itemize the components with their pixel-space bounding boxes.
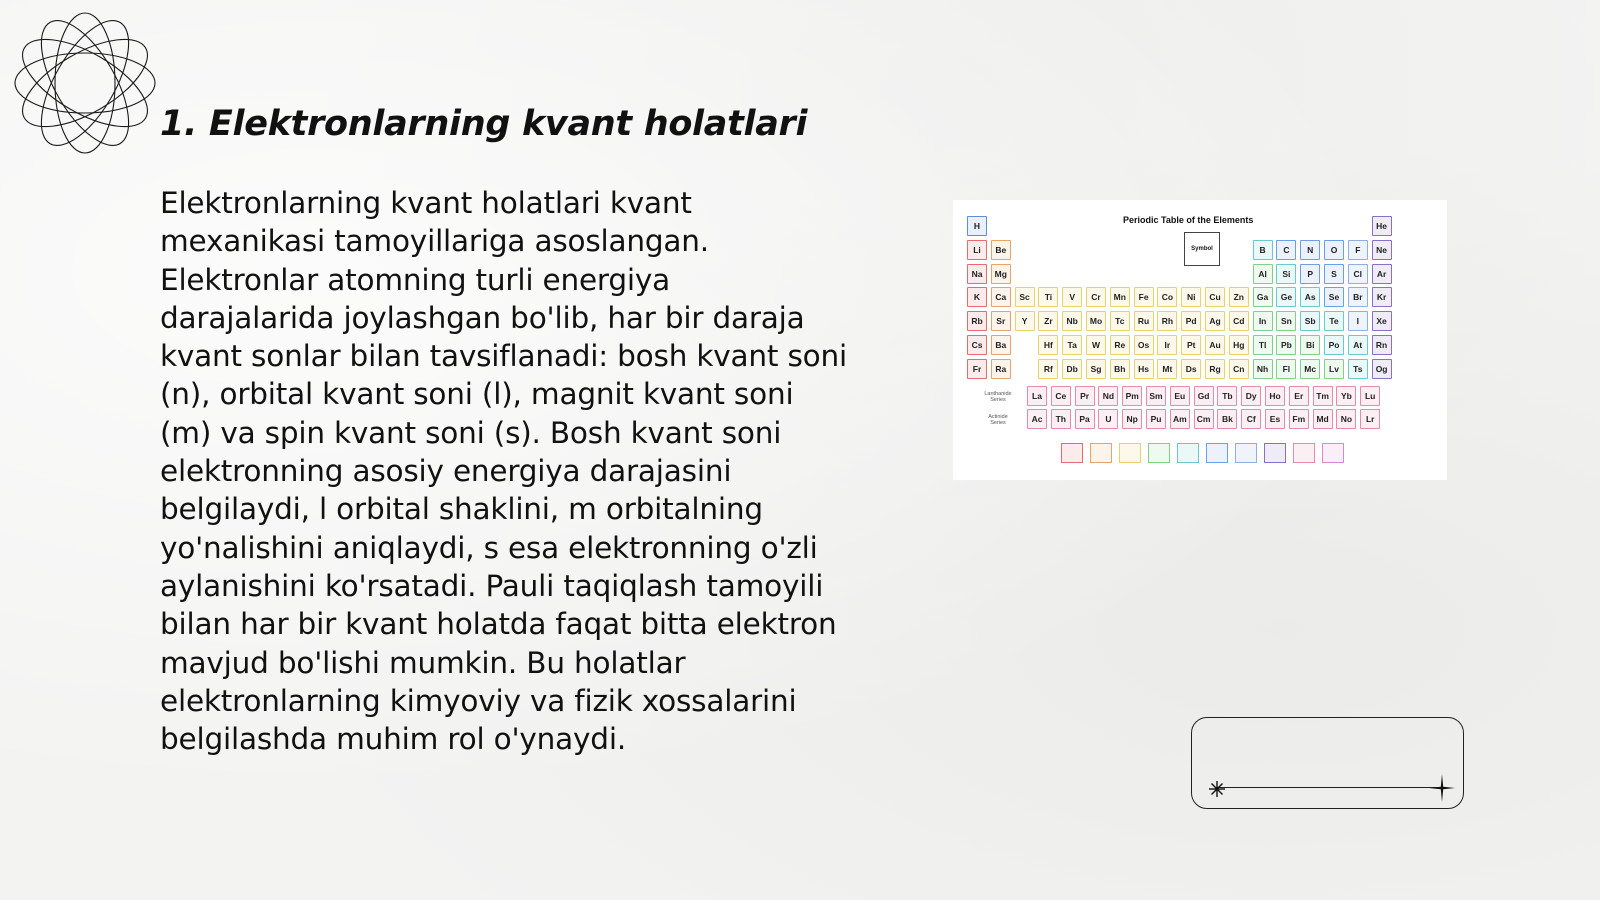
- element-hs: Hs: [1134, 359, 1154, 379]
- element-sc: Sc: [1015, 287, 1035, 307]
- element-ru: Ru: [1134, 311, 1154, 331]
- element-mg: Mg: [991, 264, 1011, 284]
- element-tc: Tc: [1110, 311, 1130, 331]
- element-sg: Sg: [1086, 359, 1106, 379]
- element-cr: Cr: [1086, 287, 1106, 307]
- element-s: S: [1324, 264, 1344, 284]
- element-cu: Cu: [1205, 287, 1225, 307]
- element-pt: Pt: [1181, 335, 1201, 355]
- element-hg: Hg: [1229, 335, 1249, 355]
- lanthanide-series-label: Lanthanide Series: [984, 391, 1012, 403]
- element-pm: Pm: [1122, 386, 1142, 406]
- legend-swatch: [1119, 443, 1141, 463]
- element-bh: Bh: [1110, 359, 1130, 379]
- element-os: Os: [1134, 335, 1154, 355]
- element-as: As: [1300, 287, 1320, 307]
- element-li: Li: [967, 240, 987, 260]
- element-gd: Gd: [1194, 386, 1214, 406]
- element-al: Al: [1253, 264, 1273, 284]
- element-ds: Ds: [1181, 359, 1201, 379]
- element-fl: Fl: [1276, 359, 1296, 379]
- periodic-table-key: Symbol: [1184, 232, 1220, 266]
- element-lv: Lv: [1324, 359, 1344, 379]
- actinide-series-label: Actinide Series: [988, 414, 1008, 426]
- element-br: Br: [1348, 287, 1368, 307]
- element-rn: Rn: [1372, 335, 1392, 355]
- periodic-table-title: Periodic Table of the Elements: [1123, 215, 1254, 225]
- element-ti: Ti: [1038, 287, 1058, 307]
- element-ir: Ir: [1157, 335, 1177, 355]
- element-at: At: [1348, 335, 1368, 355]
- element-tm: Tm: [1313, 386, 1333, 406]
- element-ne: Ne: [1372, 240, 1392, 260]
- element-nd: Nd: [1098, 386, 1118, 406]
- orbital-ornament-icon: [10, 8, 160, 158]
- element-cl: Cl: [1348, 264, 1368, 284]
- element-yb: Yb: [1336, 386, 1356, 406]
- element-tl: Tl: [1253, 335, 1273, 355]
- element-c: C: [1276, 240, 1296, 260]
- element-co: Co: [1157, 287, 1177, 307]
- element-og: Og: [1372, 359, 1392, 379]
- element-b: B: [1253, 240, 1273, 260]
- element-fm: Fm: [1289, 409, 1309, 429]
- element-th: Th: [1051, 409, 1071, 429]
- element-am: Am: [1170, 409, 1190, 429]
- element-te: Te: [1324, 311, 1344, 331]
- decorative-line: [1216, 787, 1438, 788]
- element-au: Au: [1205, 335, 1225, 355]
- element-np: Np: [1122, 409, 1142, 429]
- element-cn: Cn: [1229, 359, 1249, 379]
- element-k: K: [967, 287, 987, 307]
- element-ge: Ge: [1276, 287, 1296, 307]
- element-sn: Sn: [1276, 311, 1296, 331]
- element-n: N: [1300, 240, 1320, 260]
- element-o: O: [1324, 240, 1344, 260]
- legend-swatch: [1235, 443, 1257, 463]
- element-bi: Bi: [1300, 335, 1320, 355]
- element-mn: Mn: [1110, 287, 1130, 307]
- legend-swatch: [1322, 443, 1344, 463]
- element-rg: Rg: [1205, 359, 1225, 379]
- element-ca: Ca: [991, 287, 1011, 307]
- element-rb: Rb: [967, 311, 987, 331]
- element-ts: Ts: [1348, 359, 1368, 379]
- element-zr: Zr: [1038, 311, 1058, 331]
- element-in: In: [1253, 311, 1273, 331]
- element-rf: Rf: [1038, 359, 1058, 379]
- element-pd: Pd: [1181, 311, 1201, 331]
- legend-swatch: [1177, 443, 1199, 463]
- element-la: La: [1027, 386, 1047, 406]
- element-ra: Ra: [991, 359, 1011, 379]
- element-md: Md: [1313, 409, 1333, 429]
- element-mc: Mc: [1300, 359, 1320, 379]
- element-pr: Pr: [1075, 386, 1095, 406]
- element-rh: Rh: [1157, 311, 1177, 331]
- element-pa: Pa: [1075, 409, 1095, 429]
- element-fr: Fr: [967, 359, 987, 379]
- element-i: I: [1348, 311, 1368, 331]
- element-ni: Ni: [1181, 287, 1201, 307]
- element-u: U: [1098, 409, 1118, 429]
- element-he: He: [1372, 216, 1392, 236]
- element-mt: Mt: [1157, 359, 1177, 379]
- element-bk: Bk: [1217, 409, 1237, 429]
- element-nb: Nb: [1062, 311, 1082, 331]
- element-p: P: [1300, 264, 1320, 284]
- element-ac: Ac: [1027, 409, 1047, 429]
- slide-title: 1. Elektronlarning kvant holatlari: [160, 104, 808, 144]
- element-cm: Cm: [1194, 409, 1214, 429]
- element-dy: Dy: [1241, 386, 1261, 406]
- element-cd: Cd: [1229, 311, 1249, 331]
- legend-swatch: [1061, 443, 1083, 463]
- legend-swatch: [1264, 443, 1286, 463]
- legend-swatch: [1206, 443, 1228, 463]
- element-be: Be: [991, 240, 1011, 260]
- element-ce: Ce: [1051, 386, 1071, 406]
- element-po: Po: [1324, 335, 1344, 355]
- element-h: H: [967, 216, 987, 236]
- element-nh: Nh: [1253, 359, 1273, 379]
- element-si: Si: [1276, 264, 1296, 284]
- element-w: W: [1086, 335, 1106, 355]
- sparkle-icon: [1208, 780, 1226, 798]
- decorative-frame: [1191, 717, 1464, 809]
- element-f: F: [1348, 240, 1368, 260]
- element-ba: Ba: [991, 335, 1011, 355]
- periodic-table-image: [953, 200, 1447, 480]
- legend-swatch: [1090, 443, 1112, 463]
- element-re: Re: [1110, 335, 1130, 355]
- element-se: Se: [1324, 287, 1344, 307]
- element-na: Na: [967, 264, 987, 284]
- legend-swatch: [1148, 443, 1170, 463]
- element-no: No: [1336, 409, 1356, 429]
- legend-swatch: [1293, 443, 1315, 463]
- element-es: Es: [1265, 409, 1285, 429]
- element-ta: Ta: [1062, 335, 1082, 355]
- element-mo: Mo: [1086, 311, 1106, 331]
- element-cs: Cs: [967, 335, 987, 355]
- star-cross-icon: [1429, 774, 1455, 802]
- element-lr: Lr: [1360, 409, 1380, 429]
- element-pu: Pu: [1146, 409, 1166, 429]
- slide-body-text: Elektronlarning kvant holatlari kvant mexanikasi tamoyillariga asoslangan. Elektronlar atomning turli energiya darajalarida joylashgan bo'lib, har bir daraja kvant sonlar bilan tavsiflanadi: bosh kvant soni (n), orbital kvant soni (l), magnit kvant soni (m) va spin kvant soni (s). Bosh kvant soni elektronning asosiy energiya darajasini belgilaydi, l orbital shaklini, m orbitalning yo'nalishini aniqlaydi, s esa elektronning o'zli aylanishini ko'rsatadi. Pauli taqiqlash tamoyili bilan har bir kvant holatda faqat bitta elektron mavjud bo'lishi mumkin. Bu holatlar elektronlarning kimyoviy va fizik xossalarini belgilashda muhim rol o'ynaydi.: [160, 186, 847, 757]
- element-zn: Zn: [1229, 287, 1249, 307]
- element-lu: Lu: [1360, 386, 1380, 406]
- element-tb: Tb: [1217, 386, 1237, 406]
- element-sb: Sb: [1300, 311, 1320, 331]
- element-cf: Cf: [1241, 409, 1261, 429]
- element-xe: Xe: [1372, 311, 1392, 331]
- element-v: V: [1062, 287, 1082, 307]
- element-pb: Pb: [1276, 335, 1296, 355]
- element-y: Y: [1015, 311, 1035, 331]
- element-ag: Ag: [1205, 311, 1225, 331]
- element-eu: Eu: [1170, 386, 1190, 406]
- element-hf: Hf: [1038, 335, 1058, 355]
- element-db: Db: [1062, 359, 1082, 379]
- element-sr: Sr: [991, 311, 1011, 331]
- element-ar: Ar: [1372, 264, 1392, 284]
- element-kr: Kr: [1372, 287, 1392, 307]
- element-er: Er: [1289, 386, 1309, 406]
- element-ho: Ho: [1265, 386, 1285, 406]
- element-ga: Ga: [1253, 287, 1273, 307]
- element-sm: Sm: [1146, 386, 1166, 406]
- element-fe: Fe: [1134, 287, 1154, 307]
